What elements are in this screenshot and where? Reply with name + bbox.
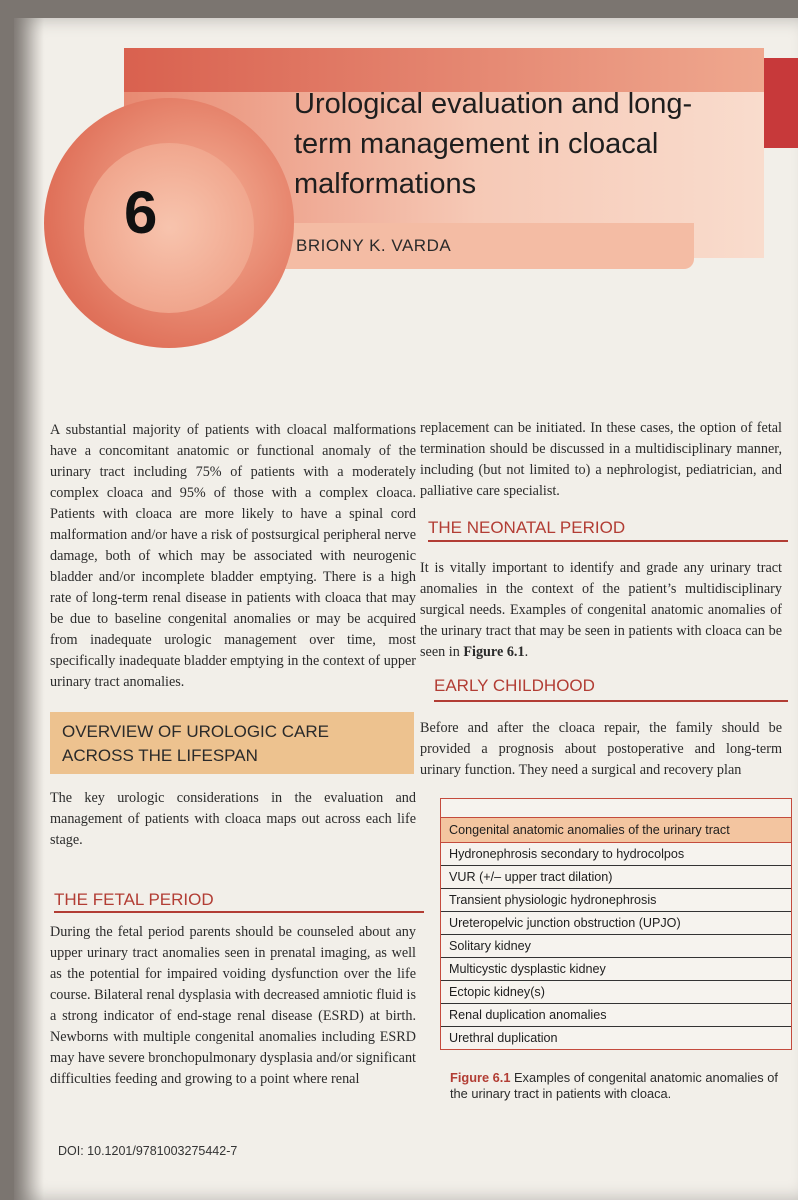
doi: DOI: 10.1201/9781003275442-7 [58,1144,238,1158]
chapter-number: 6 [124,179,158,246]
neonatal-text-end: . [524,644,529,660]
figure-caption [450,1070,790,1102]
overview-paragraph: The key urologic considerations in the evaluation and management of patients with cloaca maps out across each life stage. [50,790,416,848]
anomalies-table [440,798,792,1050]
early-childhood-paragraph: Before and after the cloaca repair, the family should be provided a prognosis about postoperative and long-term urinary function. They need a surgical and recovery plan [420,720,782,778]
fetal-heading: THE FETAL PERIOD [54,890,214,909]
neonatal-text: It is vitally important to identify and grade any urinary tract anomalies in the context of the patient’s multidisciplinary surgical needs. Examples of congenital anatomic anomalies of the urinary tract that may be seen in patients with cloaca can be seen in [420,560,782,660]
table-row: Transient physiologic hydronephrosis [441,889,791,912]
continuation-paragraph: replacement can be initiated. In these cases, the option of fetal termination should be discussed in a multidisciplinary manner, including (but not limited to) a nephrologist, pediatrician, and palliative care specialist. [420,420,782,499]
early-childhood-heading-rule [434,700,788,702]
chapter-edge-marker [764,58,798,148]
fetal-heading-rule [54,911,424,913]
early-childhood-heading: EARLY CHILDHOOD [434,676,595,695]
neonatal-heading: THE NEONATAL PERIOD [428,518,626,537]
table-row: Solitary kidney [441,935,791,958]
table-row: Ectopic kidney(s) [441,981,791,1004]
table-row: Multicystic dysplastic kidney [441,958,791,981]
neonatal-paragraph [420,558,782,663]
spine-shadow [14,18,44,1200]
figure-reference: Figure 6.1 [463,644,525,660]
table-row: VUR (+/– upper tract dilation) [441,866,791,889]
figure-caption-text: Examples of congenital anatomic anomalies of the urinary tract in patients with cloaca. [450,1070,778,1101]
overview-heading: OVERVIEW OF UROLOGIC CARE ACROSS THE LIFESPAN [50,712,414,774]
chapter-circle-inner [84,143,254,313]
neonatal-heading-rule [428,540,788,542]
table-row: Hydronephrosis secondary to hydrocolpos [441,843,791,866]
table-row: Renal duplication anomalies [441,1004,791,1027]
table-row: Ureteropelvic junction obstruction (UPJO) [441,912,791,935]
book-page [14,18,798,1200]
chapter-title: Urological evaluation and long-term management in cloacal malformations [294,88,693,200]
figure-caption-label: Figure 6.1 [450,1070,511,1085]
fetal-paragraph: During the fetal period parents should be counseled about any upper urinary tract anomalies seen in prenatal imaging, as well as the potential for impaired voiding dysfunction over the life course. Bilateral renal dysplasia with decreased amniotic fluid is a strong indicator of end-stage renal disease (ESRD) at birth. Newborns with multiple congenital anomalies including ESRD may have severe bronchopulmonary dysplasia and/or significant difficulties feeding and growing to a point where renal [50,924,416,1087]
table-row: Urethral duplication [449,1031,558,1045]
table-header: Congenital anatomic anomalies of the urinary tract [441,817,791,843]
chapter-author: BRIONY K. VARDA [296,236,452,255]
intro-paragraph: A substantial majority of patients with cloacal malformations have a concomitant anatomic or functional anomaly of the urinary tract including 75% of patients with a moderately complex cloaca and 95% of those with a complex cloaca. Patients with cloaca are more likely to have a spinal cord malformation and/or have a risk of postsurgical peripheral nerve damage, both of which may be associated with neurogenic bladder and/or incomplete bladder emptying. There is a high rate of long-term renal disease in patients with cloaca that may be due to baseline congenital anomalies or may be acquired from inadequate urologic management over time, most specifically inadequate bladder emptying in the context of upper urinary tract anomalies. [50,422,416,690]
